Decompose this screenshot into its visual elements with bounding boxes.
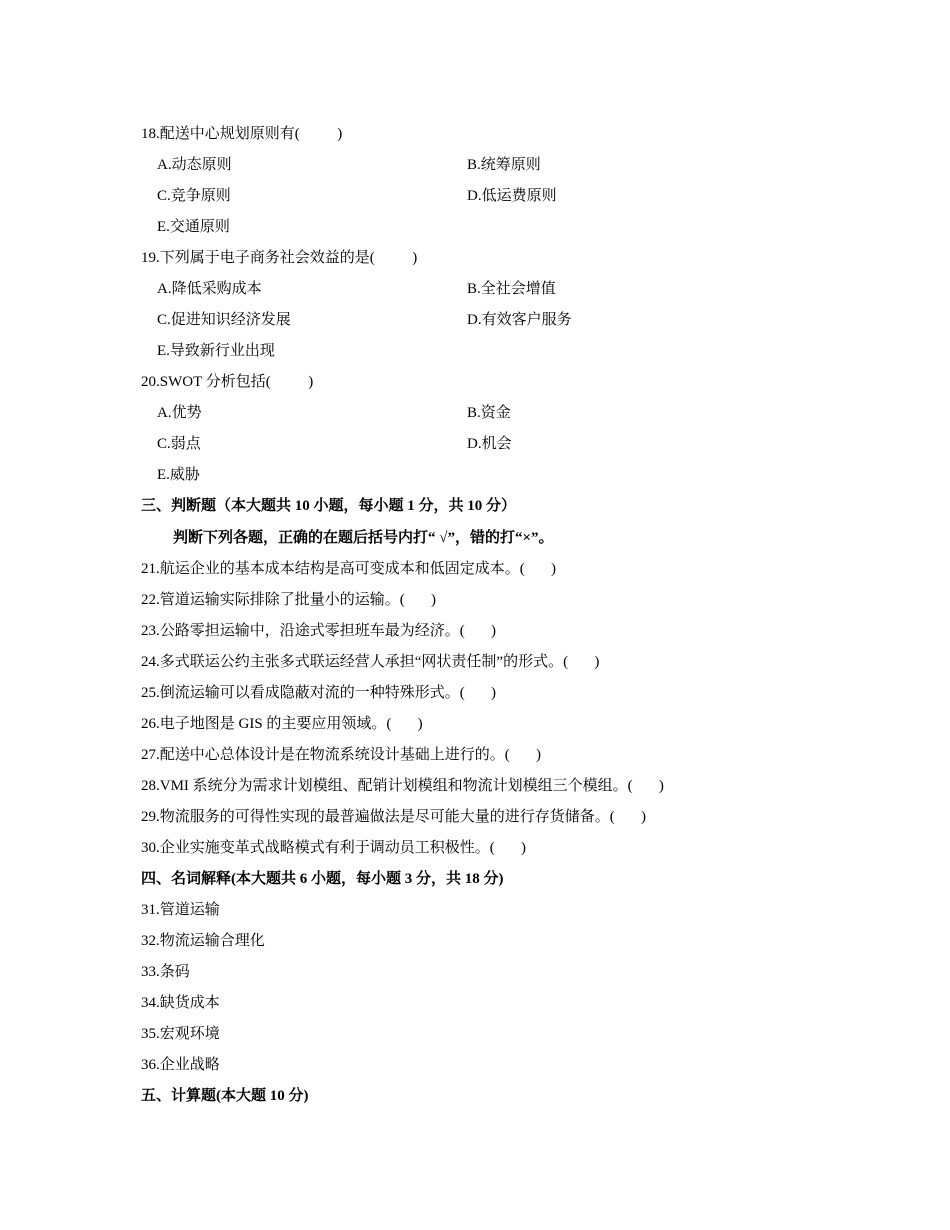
q20-option-e: E.威胁 xyxy=(157,467,200,483)
q19-option-c: C.促进知识经济发展 xyxy=(157,312,291,328)
judgment-item: 28.VMI 系统分为需求计划模组、配销计划模组和物流计划模组三个模组。( ) xyxy=(141,778,664,794)
term-item: 31.管道运输 xyxy=(141,902,220,918)
q19-stem: 19.下列属于电子商务社会效益的是( ) xyxy=(141,250,418,266)
judgment-item: 21.航运企业的基本成本结构是高可变成本和低固定成本。( ) xyxy=(141,561,556,577)
term-item: 32.物流运输合理化 xyxy=(141,933,265,949)
judgment-item: 22.管道运输实际排除了批量小的运输。( ) xyxy=(141,592,436,608)
q19-option-d: D.有效客户服务 xyxy=(467,312,572,328)
q19-option-a: A.降低采购成本 xyxy=(157,281,262,297)
judgment-item: 24.多式联运公约主张多式联运经营人承担“网状责任制”的形式。( ) xyxy=(141,654,600,670)
q18-option-d: D.低运费原则 xyxy=(467,188,557,204)
q20-option-d: D.机会 xyxy=(467,436,512,452)
judgment-item: 30.企业实施变革式战略模式有利于调动员工积极性。( ) xyxy=(141,840,526,856)
section-3-heading: 三、判断题（本大题共 10 小题，每小题 1 分，共 10 分） xyxy=(141,498,517,514)
term-item: 35.宏观环境 xyxy=(141,1026,220,1042)
q18-option-b: B.统筹原则 xyxy=(467,157,541,173)
q18-option-c: C.竞争原则 xyxy=(157,188,231,204)
section-5-heading: 五、计算题(本大题 10 分) xyxy=(141,1088,309,1104)
q20-option-b: B.资金 xyxy=(467,405,511,421)
q19-option-b: B.全社会增值 xyxy=(467,281,556,297)
q18-option-a: A.动态原则 xyxy=(157,157,232,173)
judgment-item: 27.配送中心总体设计是在物流系统设计基础上进行的。( ) xyxy=(141,747,541,763)
term-item: 34.缺货成本 xyxy=(141,995,220,1011)
judgment-item: 23.公路零担运输中，沿途式零担班车最为经济。( ) xyxy=(141,623,496,639)
q20-stem: 20.SWOT 分析包括( ) xyxy=(141,374,314,390)
judgment-item: 29.物流服务的可得性实现的最普遍做法是尽可能大量的进行存货储备。( ) xyxy=(141,809,646,825)
judgment-item: 25.倒流运输可以看成隐蔽对流的一种特殊形式。( ) xyxy=(141,685,496,701)
term-item: 33.条码 xyxy=(141,964,190,980)
judgment-item: 26.电子地图是 GIS 的主要应用领域。( ) xyxy=(141,716,423,732)
q19-option-e: E.导致新行业出现 xyxy=(157,343,275,359)
q20-option-a: A.优势 xyxy=(157,405,202,421)
q18-stem: 18.配送中心规划原则有( ) xyxy=(141,126,343,142)
q18-option-e: E.交通原则 xyxy=(157,219,230,235)
term-item: 36.企业战略 xyxy=(141,1057,220,1073)
section-4-heading: 四、名词解释(本大题共 6 小题，每小题 3 分，共 18 分) xyxy=(141,871,504,887)
section-3-instruction: 判断下列各题，正确的在题后括号内打“ √”，错的打“×”。 xyxy=(173,530,554,546)
q20-option-c: C.弱点 xyxy=(157,436,201,452)
